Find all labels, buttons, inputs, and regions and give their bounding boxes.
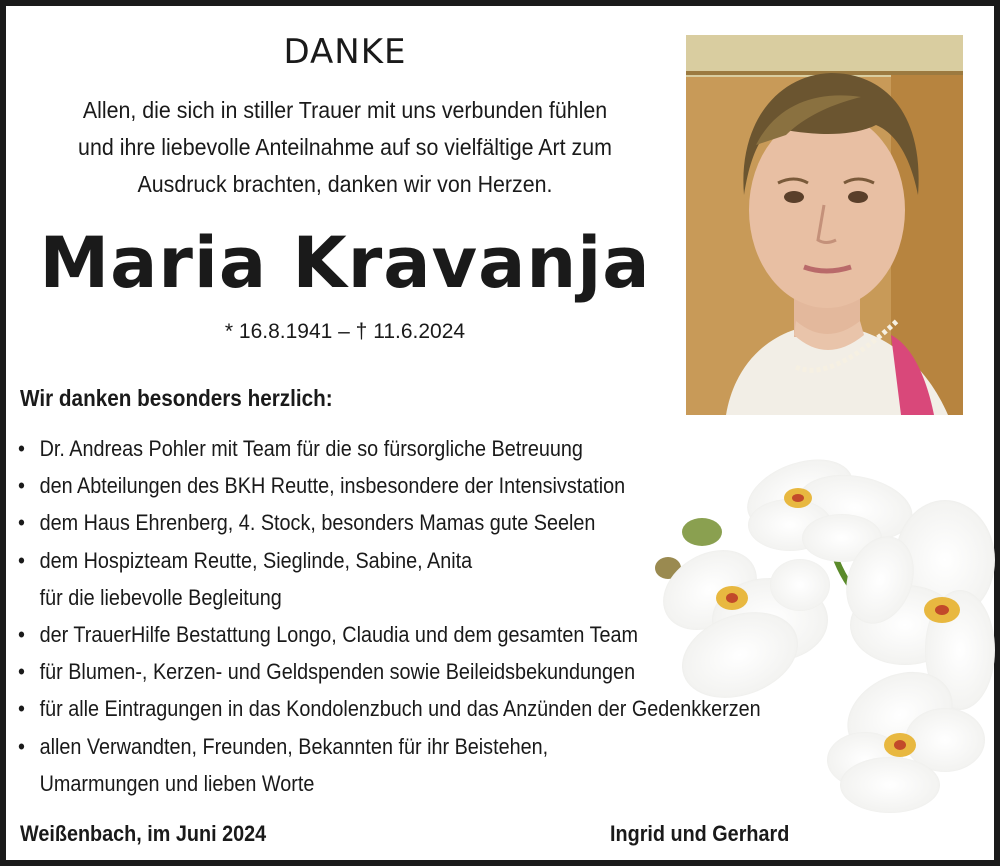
list-item-text: den Abteilungen des BKH Reutte, insbesondere der Intensivstation (39, 473, 626, 499)
deceased-name: Maria Kravanja (39, 222, 651, 304)
bullet: • (18, 622, 25, 648)
intro-line: und ihre liebevolle Anteilnahme auf so vielfältige Art zum (78, 134, 612, 160)
intro-text (52, 92, 638, 203)
portrait-photo (686, 35, 963, 415)
list-item-text: allen Verwandten, Freunden, Bekannten für ihr Beistehen, (39, 733, 549, 759)
orchid-illustration (650, 440, 995, 820)
notice-heading: DANKE (283, 32, 407, 72)
place-date: Weißenbach, im Juni 2024 (20, 821, 267, 846)
intro-line: Allen, die sich in stiller Trauer mit uns verbunden fühlen (82, 97, 608, 123)
bullet: • (18, 659, 25, 685)
intro-line: Ausdruck brachten, danken wir von Herzen. (137, 171, 553, 197)
bullet: • (18, 473, 25, 499)
thanks-title: Wir danken besonders herzlich: (20, 385, 333, 411)
bullet: • (18, 510, 25, 536)
bullet: • (18, 547, 25, 573)
list-item-text: dem Hospizteam Reutte, Sieglinde, Sabine, Anita (39, 547, 473, 573)
list-item-text: Umarmungen und lieben Worte (39, 770, 315, 796)
list-item-text: für alle Eintragungen in das Kondolenzbuch und das Anzünden der Gedenkkerzen (39, 696, 761, 722)
bullet: • (18, 733, 25, 759)
list-item-text: für Blumen-, Kerzen- und Geldspenden sowie Beileidsbekundungen (39, 659, 636, 685)
bullet: • (18, 436, 25, 461)
bullet: • (18, 696, 25, 722)
list-item-text: für die liebevolle Begleitung (39, 584, 282, 610)
portrait-illustration (686, 35, 963, 415)
signers: Ingrid und Gerhard (610, 821, 790, 846)
list-item-text: dem Haus Ehrenberg, 4. Stock, besonders Mamas gute Seelen (39, 510, 596, 536)
orchid-image (650, 440, 995, 820)
list-item-text: Dr. Andreas Pohler mit Team für die so fürsorgliche Betreuung (39, 436, 583, 461)
list-item-text: der TrauerHilfe Bestattung Longo, Claudia und dem gesamten Team (39, 622, 639, 648)
life-dates: * 16.8.1941 – † 11.6.2024 (224, 320, 466, 343)
